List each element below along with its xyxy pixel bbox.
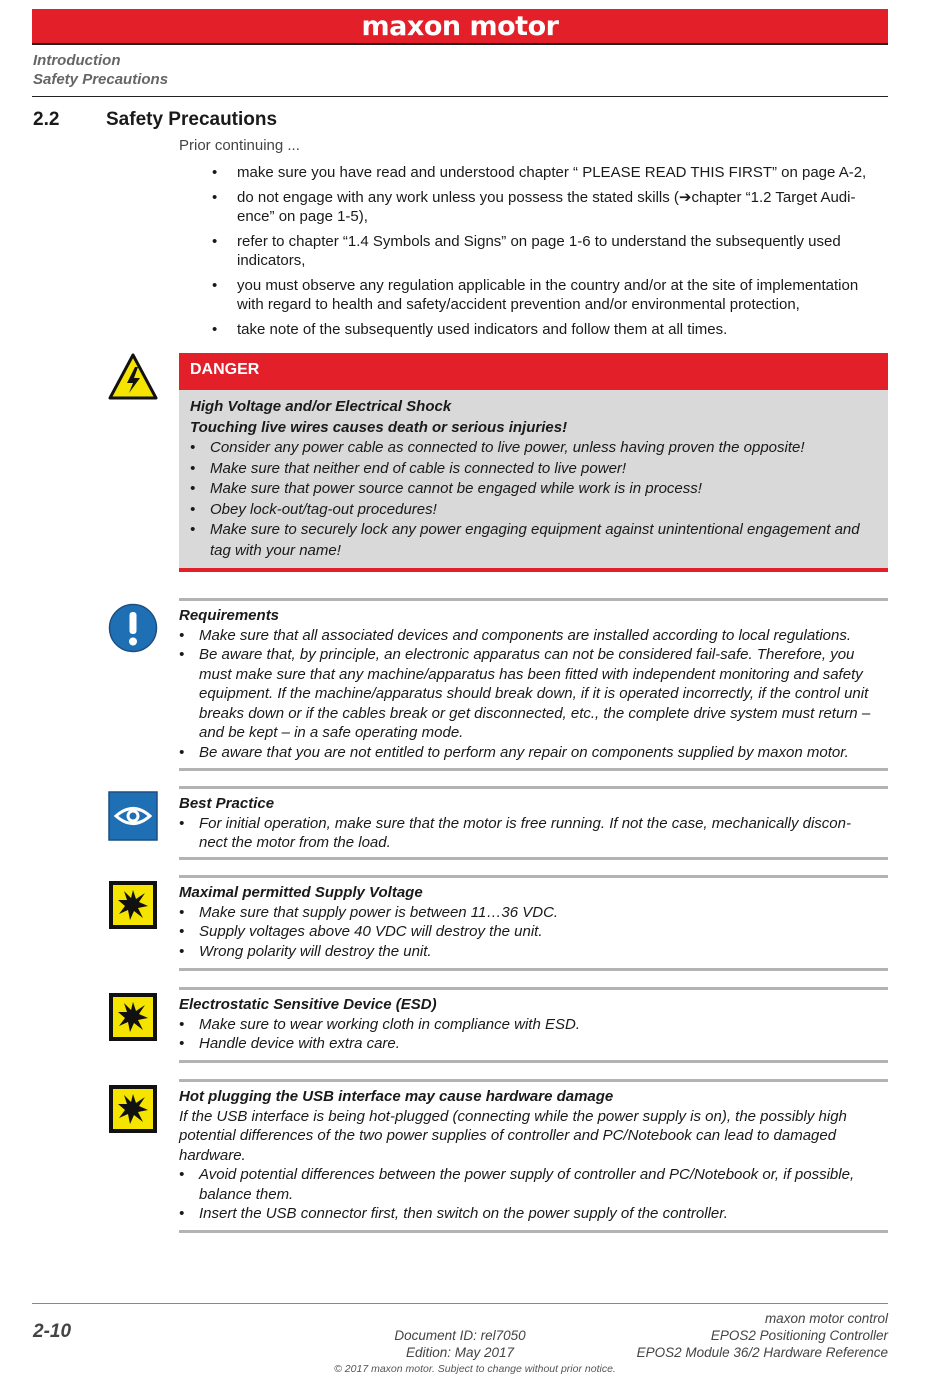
- list-item: • Handle device with extra care.: [179, 1035, 400, 1052]
- usb-item: Avoid potential differences between the power supply of controller and PC/Notebook or, if possible, balance them.: [199, 1166, 855, 1203]
- section-number: 2.2: [33, 109, 60, 130]
- document-id: Document ID: rel7050: [394, 1328, 526, 1343]
- document-info: [360, 1327, 560, 1361]
- esd-item: Handle device with extra care.: [199, 1035, 400, 1052]
- page-number: 2-10: [33, 1321, 72, 1342]
- danger-item: Consider any power cable as connected to live power, unless having proven the opposite!: [210, 439, 805, 456]
- header-divider: [32, 96, 888, 97]
- best-practice-title: Best Practice: [179, 795, 275, 812]
- list-item: • Make sure that neither end of cable is connected to live power!: [190, 459, 627, 477]
- explosion-damage-icon: [108, 880, 158, 930]
- precondition-indicators: take note of the subsequently used indicators and follow them at all times.: [237, 321, 728, 338]
- breadcrumb-chapter: Introduction: [33, 52, 121, 69]
- explosion-damage-icon: [108, 1084, 158, 1134]
- intro-text: Prior continuing ...: [179, 137, 300, 154]
- list-item: • do not engage with any work unless you possess the stated skills (➔chapter “1.2 Target Audi- ence” on page 1-5),: [212, 189, 856, 225]
- usb-text: If the USB interface is being hot-plugged (connecting while the power supply is on), the possibly high potential differences of the two power supplies of controller and PC/Notebook can lead to damaged hardware.: [179, 1107, 847, 1164]
- copyright-notice: © 2017 maxon motor. Subject to change without prior notice.: [334, 1363, 616, 1375]
- danger-label: DANGER: [190, 361, 260, 378]
- precondition-skills: do not engage with any work unless you possess the stated skills (➔chapter “1.2 Target Audi- ence” on page 1-5),: [237, 189, 856, 225]
- list-item: • take note of the subsequently used indicators and follow them at all times.: [212, 321, 728, 338]
- list-item: • For initial operation, make sure that the motor is free running. If not the case, mechanically discon- nect the motor from the load.: [179, 814, 851, 851]
- danger-list: [190, 438, 877, 561]
- requirements-list: [179, 626, 888, 763]
- eye-best-practice-icon: [108, 791, 158, 841]
- danger-subtitle: Touching live wires causes death or serious injuries!: [190, 418, 568, 436]
- danger-item: Make sure that power source cannot be engaged while work is in process!: [210, 480, 702, 497]
- danger-title: High Voltage and/or Electrical Shock: [190, 398, 452, 415]
- product-name: EPOS2 Positioning Controller: [710, 1328, 888, 1343]
- list-item: • make sure you have read and understood chapter “ PLEASE READ THIS FIRST” on page A-2,: [212, 164, 867, 181]
- precondition-read-first: make sure you have read and understood chapter “ PLEASE READ THIS FIRST” on page A-2,: [237, 164, 867, 181]
- supply-voltage-item: Make sure that supply power is between 11…36 VDC.: [199, 903, 559, 921]
- product-info: [637, 1310, 888, 1361]
- reference-name: EPOS2 Module 36/2 Hardware Reference: [636, 1345, 888, 1360]
- explosion-damage-icon: [108, 992, 158, 1042]
- list-item: • Insert the USB connector first, then switch on the power supply of the controller.: [179, 1205, 728, 1222]
- supply-voltage-box: [179, 875, 888, 971]
- supply-voltage-item: Supply voltages above 40 VDC will destroy the unit.: [199, 923, 543, 940]
- footer-divider: [32, 1303, 888, 1304]
- requirement-item: Make sure that all associated devices and components are installed according to local regulations.: [199, 626, 852, 644]
- esd-title: Electrostatic Sensitive Device (ESD): [179, 996, 437, 1013]
- danger-item: Obey lock-out/tag-out procedures!: [210, 500, 437, 518]
- esd-box: [179, 987, 888, 1063]
- danger-header: [179, 353, 888, 390]
- list-item: • Be aware that you are not entitled to perform any repair on components supplied by maxon motor.: [179, 743, 849, 761]
- requirement-item: Be aware that, by principle, an electronic apparatus can not be considered fail-safe. Therefore, you must make sure that any machine/apparatus has been fitted with independent monitoring and safety equipment. If the machine/apparatus should break down, if it is operated incorrectly, if the control unit breaks down or if the cables break or get disconnected, etc., the complete drive system must return – and be kept – in a safe operating mode.: [199, 646, 871, 741]
- breadcrumb-section: Safety Precautions: [33, 71, 169, 88]
- brand-header-bar: [32, 9, 888, 45]
- list-item: • refer to chapter “1.4 Symbols and Signs” on page 1-6 to understand the subsequently used indicators,: [212, 233, 841, 269]
- danger-box: [179, 390, 888, 568]
- best-practice-list: [179, 814, 888, 853]
- precondition-symbols: refer to chapter “1.4 Symbols and Signs” on page 1-6 to understand the subsequently used indicators,: [237, 233, 841, 269]
- usb-item: Insert the USB connector first, then switch on the power supply of the controller.: [199, 1205, 728, 1222]
- usb-title: Hot plugging the USB interface may cause hardware damage: [179, 1088, 614, 1105]
- danger-bottom-rule: [179, 568, 888, 572]
- list-item: • you must observe any regulation applicable in the country and/or at the site of implementation with regard to health and safety/accident prevention and/or environmental protection,: [212, 277, 859, 313]
- list-item: • Avoid potential differences between the power supply of controller and PC/Notebook or, if possible, balance them.: [179, 1166, 855, 1203]
- edition: Edition: May 2017: [405, 1345, 515, 1360]
- danger-item: Make sure to securely lock any power engaging equipment against unintentional engagement and tag with your name!: [210, 521, 860, 559]
- company-name: maxon motor control: [764, 1311, 888, 1326]
- maxon-motor-logo: maxon motor: [361, 11, 559, 42]
- best-practice-item: For initial operation, make sure that the motor is free running. If not the case, mechanically discon- nect the motor from the load.: [199, 814, 851, 851]
- best-practice-box: [179, 786, 888, 860]
- precondition-list: [179, 163, 889, 345]
- usb-list: [179, 1165, 888, 1224]
- requirements-box: [179, 598, 888, 771]
- list-item: • Consider any power cable as connected to live power, unless having proven the opposite!: [190, 439, 805, 456]
- list-item: • Be aware that, by principle, an electronic apparatus can not be considered fail-safe. Therefore, you must make sure that any machine/apparatus has been fitted with independent monitoring and safety equipment. If the machine/apparatus should break down, if it is operated incorrectly, if the control unit breaks down or if the cables break or get disconnected, etc., the complete drive system must return – and be kept – in a safe operating mode.: [179, 646, 871, 741]
- list-item: • Supply voltages above 40 VDC will destroy the unit.: [179, 923, 543, 940]
- exclamation-mandatory-icon: [108, 603, 158, 653]
- list-item: • Make sure to wear working cloth in compliance with ESD.: [179, 1015, 580, 1033]
- precondition-regulations: you must observe any regulation applicable in the country and/or at the site of implementation with regard to health and safety/accident prevention and/or environmental protection,: [237, 277, 859, 313]
- esd-item: Make sure to wear working cloth in compliance with ESD.: [199, 1015, 580, 1033]
- supply-voltage-item: Wrong polarity will destroy the unit.: [199, 942, 432, 960]
- breadcrumb: [33, 51, 168, 89]
- esd-list: [179, 1015, 888, 1054]
- usb-hotplug-box: [179, 1079, 888, 1233]
- requirements-title: Requirements: [179, 607, 280, 624]
- list-item: • Make sure that supply power is between 11…36 VDC.: [179, 903, 559, 921]
- supply-voltage-list: [179, 903, 888, 962]
- supply-voltage-title: Maximal permitted Supply Voltage: [179, 884, 423, 901]
- list-item: • Make sure that all associated devices and components are installed according to local regulations.: [179, 626, 852, 644]
- requirement-item: Be aware that you are not entitled to perform any repair on components supplied by maxon motor.: [199, 743, 849, 761]
- list-item: • Obey lock-out/tag-out procedures!: [190, 500, 437, 518]
- high-voltage-warning-icon: [108, 352, 158, 402]
- section-title: Safety Precautions: [106, 109, 278, 130]
- list-item: • Make sure to securely lock any power engaging equipment against unintentional engagement and tag with your name!: [190, 521, 860, 559]
- list-item: • Make sure that power source cannot be engaged while work is in process!: [190, 480, 702, 497]
- danger-item: Make sure that neither end of cable is connected to live power!: [210, 459, 627, 477]
- list-item: • Wrong polarity will destroy the unit.: [179, 942, 432, 960]
